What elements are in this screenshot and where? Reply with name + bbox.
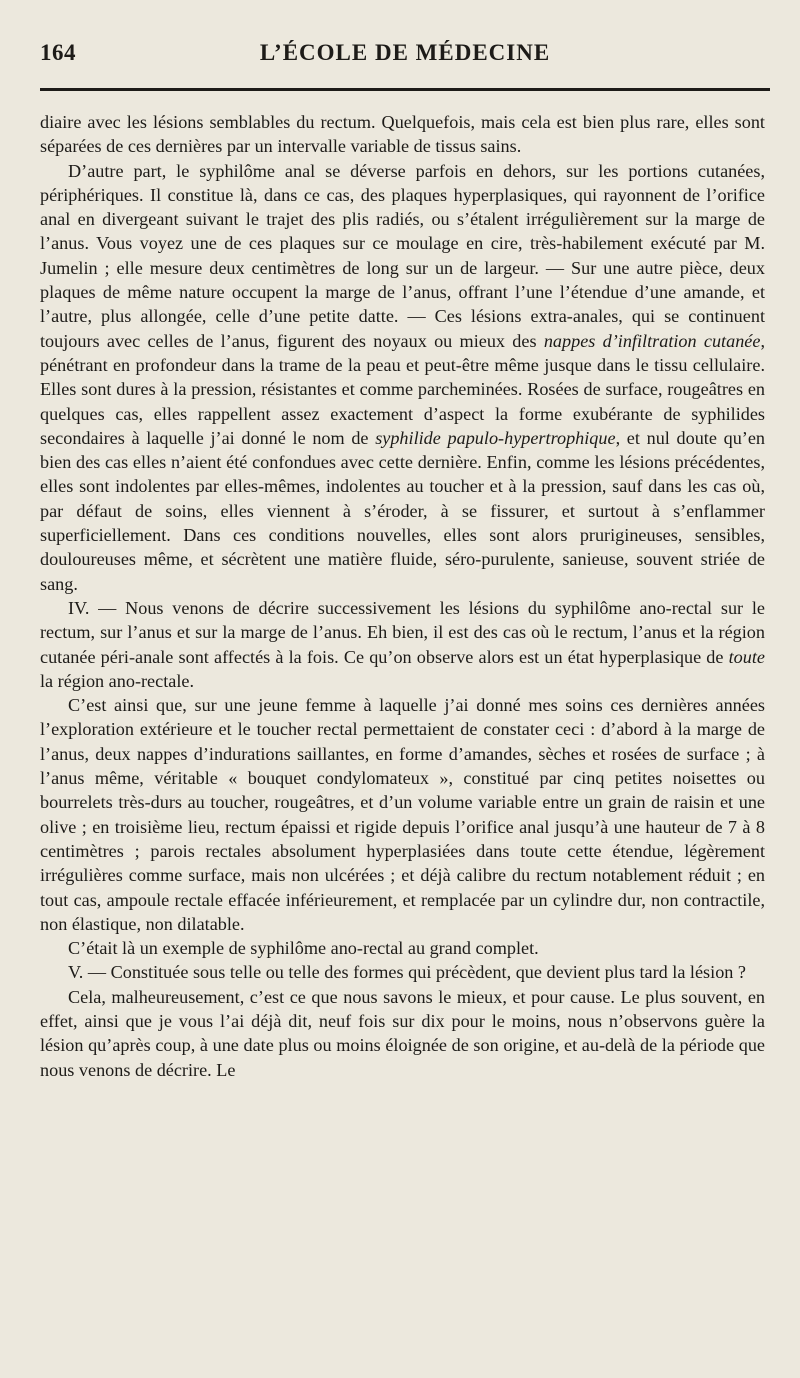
paragraph-5 bbox=[40, 936, 765, 960]
paragraph-1-text: diaire avec les lésions semblables du rectum. Quelquefois, mais cela est bien plus rare, elles sont séparées de ces dernières par un intervalle variable de tissus sains. bbox=[40, 112, 765, 157]
emphasis-syphilide: syphilide papulo-hypertrophique bbox=[375, 427, 616, 448]
running-head bbox=[40, 40, 770, 80]
paragraph-3-text-b: la région ano-rectale. bbox=[40, 670, 194, 691]
paragraph-4 bbox=[40, 693, 765, 936]
emphasis-nappes: nappes d’infiltration cutanée bbox=[543, 330, 761, 351]
paragraph-3-text-a: IV. — Nous venons de décrire successivement les lésions du syphilôme ano-rectal sur le rectum, sur l’anus et sur la marge de l’anus. Eh bien, il est des cas où le rectum, l’anus et la région cutanée péri-anale sont affectés à la fois. Ce qu’on observe alors est un état hyperplasique de bbox=[40, 597, 765, 667]
paragraph-2-text-a: D’autre part, le syphilôme anal se déverse parfois en dehors, sur les portions cutanées, périphériques. Il constitue là, dans ce cas, des plaques hyperplasiques, qui rayonnent de l’orifice anal en divergeant suivant le trajet des plis radiés, ou s’étalent irrégulièrement sur la marge de l’anus. Vous voyez une de ces plaques sur ce moulage en cire, très-habilement exécuté par M. Jumelin ; elle mesure deux centimètres de long sur un de largeur. — Sur une autre pièce, deux plaques de même nature occupent la marge de l’anus, offrant l’une l’étendue d’une amande, et l’autre, plus allongée, celle d’une petite datte. — Ces lésions extra-anales, qui se continuent toujours avec celles de l’anus, figurent des noyaux ou mieux des bbox=[40, 160, 765, 351]
paragraph-7 bbox=[40, 985, 765, 1082]
paragraph-2-text-b: , pénétrant en profondeur dans la trame de la peau et peut-être même jusque dans le tissu cellulaire. Elles sont dures à la pression, résistantes et comme parcheminées. Rosées de surface, rougeâtres en quelques cas, elles rappellent assez exactement d’aspect la forme exubérante de syphilides secondaires à laquelle j’ai donné le nom de bbox=[40, 330, 765, 448]
paragraph-4-text: C’est ainsi que, sur une jeune femme à laquelle j’ai donné mes soins ces dernières années l’exploration extérieure et le toucher rectal permettaient de constater ceci : d’abord à la marge de l’anus, deux nappes d’indurations saillantes, en forme d’amandes, sèches et rosées de surface ; à l’anus même, véritable « bouquet condylomateux », constitué par cinq petites noisettes ou bourrelets très-durs au toucher, rougeâtres, et d’un volume variable entre un grain de raisin et une olive ; en troisième lieu, rectum épaissi et rigide depuis l’orifice anal jusqu’à une hauteur de 7 à 8 centimètres ; parois rectales absolument hyperplasiées dans toute cette étendue, légèrement irrégulières comme surface, mais non ulcérées ; et déjà calibre du rectum notablement réduit ; en tout cas, ampoule rectale effacée inférieurement, et remplacée par un cylindre dur, non contractile, non élastique, non dilatable. bbox=[40, 695, 765, 934]
paragraph-6 bbox=[40, 960, 765, 984]
paragraph-6-text: V. — Constituée sous telle ou telle des formes qui précèdent, que devient plus tard la lésion ? bbox=[68, 962, 746, 983]
paragraph-5-text: C’était là un exemple de syphilôme ano-rectal au grand complet. bbox=[68, 938, 539, 959]
emphasis-toute: toute bbox=[728, 646, 765, 667]
paragraph-7-text: Cela, malheureusement, c’est ce que nous savons le mieux, et pour cause. Le plus souvent, en effet, ainsi que je vous l’ai déjà dit, neuf fois sur dix pour le moins, nous n’observons guère la lésion qu’après coup, à une date plus ou moins éloignée de son origine, et au-delà de la période que nous venons de décrire. Le bbox=[40, 986, 765, 1080]
page-header-title: L’ÉCOLE DE MÉDECINE bbox=[259, 40, 551, 65]
paragraph-2 bbox=[40, 159, 765, 596]
header-rule bbox=[40, 88, 770, 91]
paragraph-1 bbox=[40, 110, 765, 159]
page-number: 164 bbox=[40, 40, 76, 65]
body-text bbox=[40, 110, 765, 1082]
paragraph-2-text-c: , et nul doute qu’en bien des cas elles n’aient été confondues avec cette dernière. Enfin, comme les lésions précédentes, elles sont indolentes par elles-mêmes, indolentes au toucher et à la pression, sauf dans les cas où, par défaut de soins, elles viennent à s’éroder, à se fissurer, et surtout à s’enflammer superficiellement. Dans ces conditions nouvelles, elles sont alors prurigineuses, sensibles, douloureuses même, et sécrètent une matière fluide, séro-purulente, sanieuse, souvent striée de sang. bbox=[40, 427, 766, 594]
paragraph-3 bbox=[40, 596, 765, 693]
